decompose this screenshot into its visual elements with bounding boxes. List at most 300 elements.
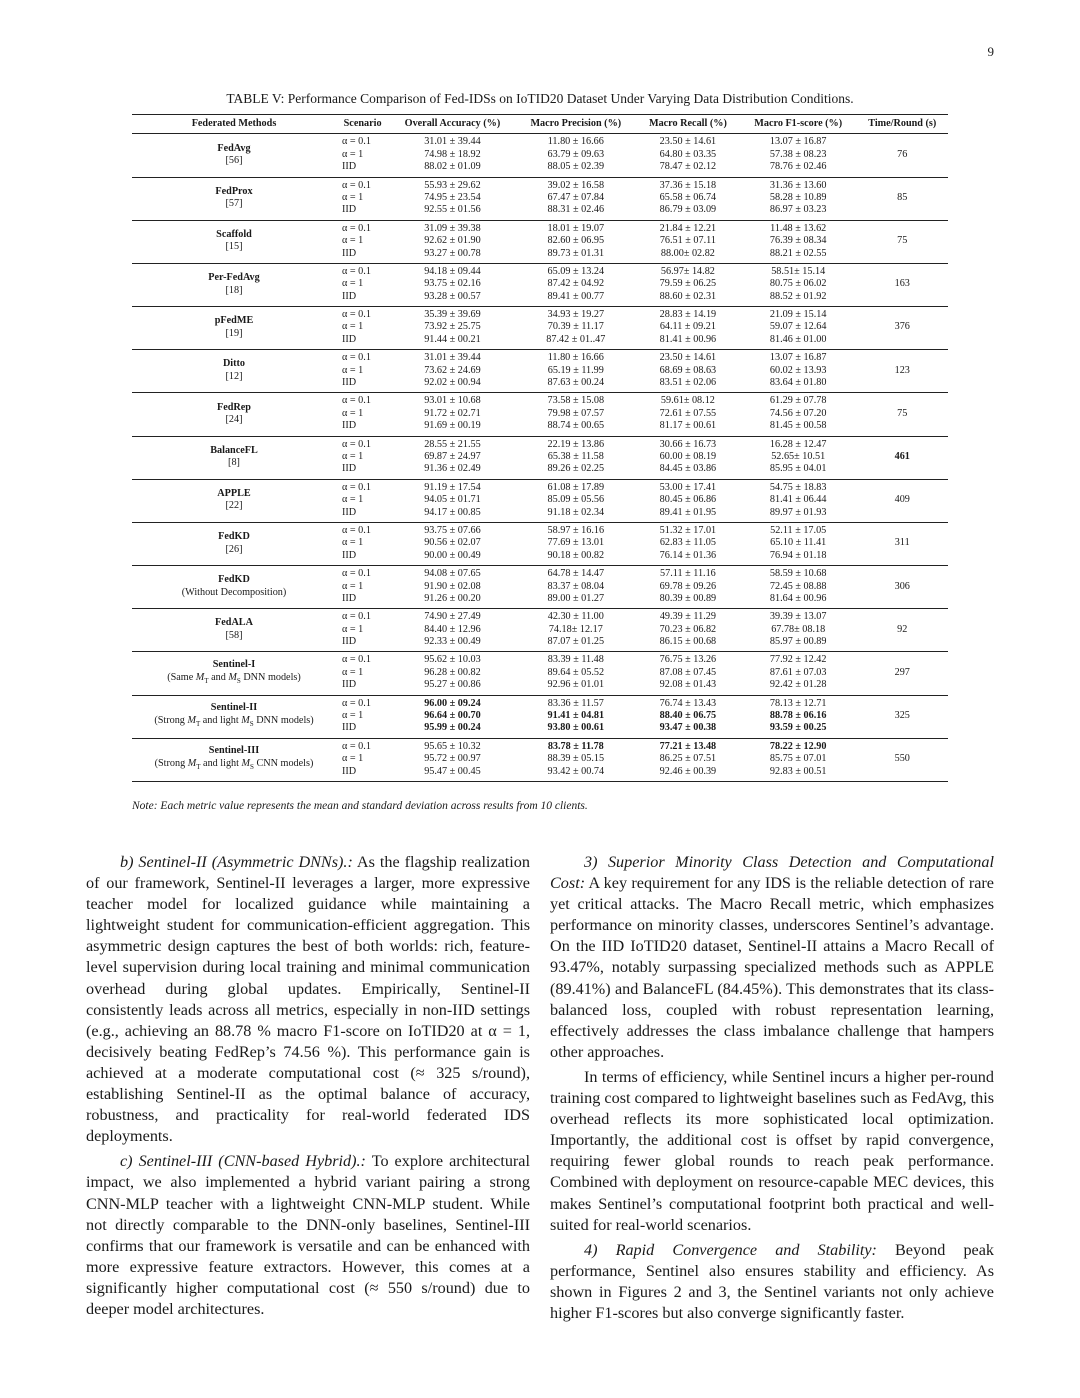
metric-value: 91.19 ± 17.54 [424, 481, 481, 493]
metric-cell-prec [516, 393, 636, 436]
metric-cell-prec [516, 134, 636, 177]
metric-value: 83.64 ± 01.80 [769, 377, 827, 389]
metric-value: 93.01 ± 10.68 [424, 395, 481, 407]
metric-value: 52.11 ± 17.05 [770, 524, 827, 536]
metric-cell-acc [389, 220, 515, 263]
method-cell [132, 220, 336, 263]
metric-cell-acc [389, 307, 515, 350]
metric-value: 92.33 ± 00.49 [424, 636, 481, 648]
scenario-label: α = 0.1 [342, 179, 371, 191]
metric-value: 31.09 ± 39.38 [424, 222, 481, 234]
metric-value: 87.61 ± 07.03 [769, 666, 827, 678]
metric-value: 78.13 ± 12.71 [769, 697, 827, 709]
metric-cell-prec [516, 350, 636, 393]
metric-value: 70.39 ± 11.17 [547, 321, 604, 333]
metric-value: 58.59 ± 10.68 [769, 568, 827, 580]
metric-value: 76.94 ± 01.18 [769, 549, 827, 561]
metric-value: 93.75 ± 02.16 [424, 278, 481, 290]
metric-value: 94.17 ± 00.85 [424, 506, 481, 518]
paragraph-text: As the flagship realization of our framework, Sentinel-II leverages a larger, more expressive teacher model for localized guidance while maintaining a lightweight student for communication-efficient aggregation. This asymmetric design captures the best of both worlds: rich, feature-level supervision during local training and minimal communication overhead during global updates. Empirically, Sentinel-II consistently leads across all metrics, especially in non-IID settings (e.g., achieving an 88.78 % macro F1-score on IoTID20 at α = 1, decisively beating FedRep’s 74.56 %). This performance gain is achieved at a moderate computational cost (≈ 325 s/round), establishing Sentinel-II as the optimal balance of accuracy, robustness, and practicality for real-world federated IDS deployments. [86, 853, 530, 1146]
metric-value: 39.02 ± 16.58 [547, 179, 605, 191]
time-cell: 75 [857, 393, 948, 436]
time-cell: 376 [857, 307, 948, 350]
metric-value: 77.92 ± 12.42 [769, 654, 827, 666]
metric-value: 92.62 ± 01.90 [424, 235, 481, 247]
metric-value: 78.22 ± 12.90 [769, 740, 827, 752]
metric-value: 93.59 ± 00.25 [769, 722, 827, 734]
metric-cell-f1 [740, 350, 857, 393]
metric-value: 23.50 ± 14.61 [659, 136, 717, 148]
scenario-label: IID [342, 290, 357, 302]
table-row [132, 134, 948, 177]
metric-value: 81.45 ± 00.58 [769, 420, 827, 432]
metric-value: 67.47 ± 07.84 [547, 191, 605, 203]
metric-value: 90.56 ± 02.07 [424, 537, 481, 549]
scenario-cell [336, 220, 389, 263]
scenario-label: α = 1 [342, 753, 364, 765]
metric-value: 61.08 ± 17.89 [547, 481, 605, 493]
metric-value: 89.41 ± 01.95 [659, 506, 717, 518]
paragraph-sentinel-ii [86, 852, 530, 1147]
method-cell [132, 738, 336, 781]
metric-value: 58.51± 15.14 [771, 265, 826, 277]
scenario-label: α = 1 [342, 235, 364, 247]
metric-value: 91.69 ± 00.19 [424, 420, 481, 432]
metric-value: 77.21 ± 13.48 [659, 740, 717, 752]
paragraph-efficiency [550, 1067, 994, 1236]
metric-cell-rec [636, 738, 740, 781]
metric-value: 88.60 ± 02.31 [659, 290, 717, 302]
metric-value: 11.48 ± 13.62 [770, 222, 827, 234]
metric-cell-rec [636, 436, 740, 479]
metric-cell-acc [389, 522, 515, 565]
paragraph-sentinel-iii [86, 1151, 530, 1320]
metric-value: 93.28 ± 00.57 [424, 290, 481, 302]
scenario-label: α = 1 [342, 580, 364, 592]
scenario-label: α = 0.1 [342, 395, 371, 407]
paragraph-heading: c) Sentinel-III (CNN-based Hybrid).: [120, 1152, 366, 1171]
metric-cell-rec [636, 609, 740, 652]
metric-cell-prec [516, 609, 636, 652]
method-reference: [22] [225, 500, 243, 512]
method-cell [132, 350, 336, 393]
metric-value: 72.45 ± 08.88 [769, 580, 827, 592]
method-name: BalanceFL [210, 444, 258, 456]
metric-cell-prec [516, 652, 636, 695]
metric-cell-acc [389, 177, 515, 220]
time-cell: 550 [857, 738, 948, 781]
metric-value: 18.01 ± 19.07 [547, 222, 605, 234]
scenario-label: IID [342, 247, 357, 259]
metric-cell-prec [516, 522, 636, 565]
table-row [132, 652, 948, 695]
table-row [132, 566, 948, 609]
metric-value: 93.80 ± 00.61 [547, 722, 605, 734]
metric-value: 55.93 ± 29.62 [424, 179, 481, 191]
method-reference: (Without Decomposition) [181, 586, 287, 598]
method-reference: [18] [225, 284, 243, 296]
metric-value: 76.51 ± 07.11 [659, 235, 716, 247]
method-name: Scaffold [216, 228, 252, 240]
metric-value: 64.78 ± 14.47 [547, 568, 605, 580]
metric-cell-f1 [740, 738, 857, 781]
scenario-label: α = 1 [342, 321, 364, 333]
metric-value: 13.07 ± 16.87 [769, 136, 827, 148]
method-cell [132, 522, 336, 565]
scenario-label: α = 0.1 [342, 222, 371, 234]
metric-value: 91.44 ± 00.21 [424, 333, 481, 345]
scenario-label: IID [342, 463, 357, 475]
scenario-cell [336, 479, 389, 522]
metric-value: 79.59 ± 06.25 [659, 278, 717, 290]
metric-value: 60.00 ± 08.19 [659, 451, 717, 462]
time-cell: 123 [857, 350, 948, 393]
header-scenario: Scenario [336, 115, 389, 134]
scenario-label: IID [342, 161, 357, 173]
scenario-label: α = 1 [342, 710, 364, 722]
scenario-label: IID [342, 679, 357, 691]
scenario-label: α = 1 [342, 148, 364, 160]
metric-value: 91.36 ± 02.49 [424, 463, 481, 475]
metric-cell-acc [389, 134, 515, 177]
header-precision: Macro Precision (%) [516, 115, 636, 134]
table-row [132, 436, 948, 479]
header-f1: Macro F1-score (%) [740, 115, 857, 134]
method-cell [132, 436, 336, 479]
scenario-label: IID [342, 506, 357, 518]
metric-value: 34.93 ± 19.27 [547, 309, 605, 321]
metric-value: 87.63 ± 00.24 [547, 377, 605, 389]
time-cell: 461 [857, 436, 948, 479]
header-methods: Federated Methods [132, 115, 336, 134]
metric-value: 58.28 ± 10.89 [769, 191, 827, 203]
metric-value: 88.05 ± 02.39 [547, 161, 605, 173]
metric-value: 90.00 ± 00.49 [424, 549, 481, 561]
scenario-label: IID [342, 420, 357, 432]
metric-value: 65.19 ± 11.99 [547, 364, 604, 376]
metric-value: 81.41 ± 06.44 [769, 494, 827, 506]
metric-value: 78.47 ± 02.12 [659, 161, 717, 173]
metric-value: 21.84 ± 12.21 [659, 222, 717, 234]
method-reference: [26] [225, 543, 243, 555]
metric-value: 94.05 ± 01.71 [424, 494, 481, 506]
table-row [132, 738, 948, 781]
metric-value: 64.80 ± 03.35 [659, 148, 717, 160]
metric-value: 89.00 ± 01.27 [547, 592, 605, 604]
metric-value: 84.45 ± 03.86 [659, 463, 717, 475]
metric-cell-f1 [740, 695, 857, 738]
metric-value: 86.79 ± 03.09 [659, 204, 717, 216]
metric-cell-f1 [740, 652, 857, 695]
metric-cell-rec [636, 263, 740, 306]
scenario-cell [336, 738, 389, 781]
table-row [132, 350, 948, 393]
table-note: Note: Each metric value represents the mean and standard deviation across results from 10 clients. [132, 800, 588, 812]
scenario-cell [336, 436, 389, 479]
metric-cell-f1 [740, 393, 857, 436]
metric-value: 86.97 ± 03.23 [769, 204, 827, 216]
metric-value: 39.39 ± 13.07 [769, 611, 827, 623]
metric-value: 57.38 ± 08.23 [769, 148, 827, 160]
metric-value: 83.51 ± 02.06 [659, 377, 717, 389]
metric-cell-f1 [740, 134, 857, 177]
metric-value: 79.98 ± 07.57 [547, 407, 605, 419]
metric-value: 83.36 ± 11.57 [547, 697, 604, 709]
scenario-label: IID [342, 549, 357, 561]
scenario-cell [336, 522, 389, 565]
metric-value: 77.69 ± 13.01 [547, 537, 605, 549]
paragraph-text: Beyond peak performance, Sentinel also ensures stability and efficiency. As shown in Figures 2 and 3, the Sentinel variants not only achieve higher F1-scores but also converge significantly faster. [550, 1240, 994, 1322]
table-caption: TABLE V: Performance Comparison of Fed-IDSs on IoTID20 Dataset Under Varying Data Distribution Conditions. [226, 91, 854, 106]
metric-value: 95.72 ± 00.97 [424, 753, 481, 765]
metric-value: 94.08 ± 07.65 [424, 568, 481, 580]
metric-value: 82.60 ± 06.95 [547, 235, 605, 247]
metric-cell-prec [516, 479, 636, 522]
metric-value: 89.73 ± 01.31 [547, 247, 605, 259]
metric-value: 80.45 ± 06.86 [659, 494, 717, 506]
metric-value: 76.14 ± 01.36 [659, 549, 717, 561]
metric-value: 51.32 ± 17.01 [659, 524, 717, 536]
metric-value: 88.31 ± 02.46 [547, 204, 605, 216]
metric-value: 89.64 ± 05.52 [547, 666, 605, 678]
metric-value: 65.10 ± 11.41 [770, 537, 827, 549]
time-cell: 311 [857, 522, 948, 565]
method-name: Sentinel-II [210, 702, 258, 714]
metric-cell-prec [516, 436, 636, 479]
metric-value: 90.18 ± 00.82 [547, 549, 605, 561]
method-cell [132, 652, 336, 695]
metric-value: 81.46 ± 01.00 [769, 333, 827, 345]
metric-value: 92.46 ± 00.39 [659, 765, 717, 777]
method-name: Sentinel-III [208, 745, 260, 757]
metric-value: 95.62 ± 10.03 [424, 654, 481, 666]
metric-value: 31.36 ± 13.60 [769, 179, 827, 191]
metric-value: 87.42 ± 04.92 [547, 278, 605, 290]
metric-cell-f1 [740, 177, 857, 220]
scenario-label: α = 1 [342, 623, 364, 635]
metric-value: 80.39 ± 00.89 [659, 592, 717, 604]
metric-value: 88.02 ± 01.09 [424, 161, 481, 173]
scenario-label: α = 0.1 [342, 568, 371, 580]
method-reference: [57] [225, 198, 243, 210]
scenario-label: α = 1 [342, 364, 364, 376]
scenario-label: α = 0.1 [342, 524, 371, 536]
time-cell: 75 [857, 220, 948, 263]
metric-value: 70.23 ± 06.82 [659, 623, 717, 635]
scenario-label: IID [342, 722, 357, 734]
method-reference: [15] [225, 241, 243, 253]
metric-value: 30.66 ± 16.73 [659, 438, 717, 450]
metric-value: 95.27 ± 00.86 [424, 679, 481, 691]
metric-cell-rec [636, 393, 740, 436]
scenario-label: α = 0.1 [342, 697, 371, 709]
metric-value: 56.97± 14.82 [660, 265, 715, 277]
table-header-row [132, 115, 948, 134]
method-reference: [19] [225, 327, 243, 339]
metric-value: 80.75 ± 06.02 [769, 278, 827, 290]
metric-value: 95.65 ± 10.32 [424, 740, 481, 752]
metric-value: 91.18 ± 02.34 [547, 506, 605, 518]
metric-cell-prec [516, 307, 636, 350]
method-reference: [58] [225, 629, 243, 641]
metric-cell-rec [636, 350, 740, 393]
metric-value: 72.61 ± 07.55 [659, 407, 717, 419]
metric-value: 59.07 ± 12.64 [769, 321, 827, 333]
scenario-label: α = 1 [342, 666, 364, 678]
metric-cell-acc [389, 652, 515, 695]
left-column [86, 852, 530, 1324]
metric-value: 93.42 ± 00.74 [547, 765, 605, 777]
scenario-cell [336, 307, 389, 350]
metric-value: 89.97 ± 01.93 [769, 506, 827, 518]
scenario-label: α = 0.1 [342, 352, 371, 364]
scenario-label: IID [342, 333, 357, 345]
metric-cell-f1 [740, 307, 857, 350]
metric-cell-f1 [740, 263, 857, 306]
metric-value: 16.28 ± 12.47 [769, 438, 827, 450]
paragraph-convergence [550, 1240, 994, 1324]
scenario-label: α = 0.1 [342, 309, 371, 321]
metric-cell-prec [516, 738, 636, 781]
method-name: Per-FedAvg [208, 272, 260, 284]
table-body [132, 134, 948, 782]
metric-value: 88.78 ± 06.16 [769, 710, 827, 722]
scenario-label: IID [342, 377, 357, 389]
scenario-cell [336, 350, 389, 393]
header-recall: Macro Recall (%) [636, 115, 740, 134]
metric-value: 78.76 ± 02.46 [769, 161, 827, 173]
metric-value: 83.37 ± 08.04 [547, 580, 605, 592]
scenario-label: α = 1 [342, 191, 364, 203]
metric-value: 95.47 ± 00.45 [424, 765, 481, 777]
metric-value: 63.79 ± 09.63 [547, 148, 605, 160]
method-reference: [8] [228, 457, 240, 469]
metric-cell-f1 [740, 609, 857, 652]
method-reference: [24] [225, 414, 243, 426]
method-reference: (Strong $M_T$ and light $M_S$ CNN models) [154, 757, 314, 771]
metric-cell-rec [636, 522, 740, 565]
time-cell: 163 [857, 263, 948, 306]
table-row [132, 609, 948, 652]
metric-value: 52.65± 10.51 [771, 451, 826, 462]
metric-value: 88.40 ± 06.75 [659, 710, 717, 722]
metric-value: 67.78± 08.18 [771, 623, 826, 635]
metric-value: 73.58 ± 15.08 [547, 395, 605, 407]
paragraph-text: In terms of efficiency, while Sentinel incurs a higher per-round training cost compared to lightweight baselines such as FedAvg, this overhead reflects its more sophisticated local optimization. Importantly, the additional cost is offset by rapid convergence, requiring fewer global rounds to reach peak performance. Combined with deployment on resource-capable MEC devices, this makes Sentinel’s computational footprint both practical and well-suited for real-world scenarios. [550, 1067, 994, 1234]
metric-value: 87.08 ± 07.45 [659, 666, 717, 678]
metric-value: 87.07 ± 01.25 [547, 636, 605, 648]
scenario-label: α = 1 [342, 278, 364, 290]
method-name: FedKD [218, 574, 250, 586]
metric-cell-acc [389, 695, 515, 738]
metric-value: 84.40 ± 12.96 [424, 623, 481, 635]
metric-value: 83.39 ± 11.48 [547, 654, 604, 666]
metric-cell-rec [636, 307, 740, 350]
metric-value: 91.90 ± 02.08 [424, 580, 481, 592]
metric-value: 59.61± 08.12 [660, 395, 715, 407]
scenario-cell [336, 566, 389, 609]
metric-value: 65.09 ± 13.24 [547, 265, 605, 277]
method-cell [132, 566, 336, 609]
method-cell [132, 393, 336, 436]
metric-cell-acc [389, 436, 515, 479]
metric-value: 73.62 ± 24.69 [424, 364, 481, 376]
metric-cell-rec [636, 220, 740, 263]
scenario-label: α = 1 [342, 407, 364, 419]
method-name: FedALA [215, 617, 253, 629]
metric-value: 21.09 ± 15.14 [769, 309, 827, 321]
method-name: pFedME [214, 315, 254, 327]
scenario-label: IID [342, 592, 357, 604]
metric-cell-f1 [740, 479, 857, 522]
scenario-label: α = 0.1 [342, 136, 371, 148]
metric-value: 92.83 ± 00.51 [769, 765, 827, 777]
metric-cell-f1 [740, 220, 857, 263]
metric-value: 74.18± 12.17 [548, 623, 603, 635]
metric-value: 87.42 ± 01..47 [546, 333, 606, 345]
metric-value: 85.09 ± 05.56 [547, 494, 605, 506]
metric-value: 91.41 ± 04.81 [547, 710, 605, 722]
time-cell: 92 [857, 609, 948, 652]
scenario-label: α = 1 [342, 537, 364, 549]
scenario-label: α = 0.1 [342, 265, 371, 277]
metric-value: 42.30 ± 11.00 [547, 611, 604, 623]
method-name: FedAvg [217, 142, 251, 154]
method-name: FedProx [215, 185, 253, 197]
metric-value: 96.28 ± 00.82 [424, 666, 481, 678]
metric-value: 89.26 ± 02.25 [547, 463, 605, 475]
metric-cell-rec [636, 479, 740, 522]
scenario-cell [336, 263, 389, 306]
metric-value: 74.90 ± 27.49 [424, 611, 481, 623]
method-name: APPLE [217, 487, 251, 499]
metric-cell-f1 [740, 436, 857, 479]
method-name: FedKD [218, 531, 250, 543]
metric-value: 92.55 ± 01.56 [424, 204, 481, 216]
method-name: FedRep [217, 401, 251, 413]
metric-value: 92.42 ± 01.28 [769, 679, 827, 691]
header-time: Time/Round (s) [857, 115, 948, 134]
metric-value: 96.00 ± 09.24 [424, 697, 481, 709]
metric-value: 65.58 ± 06.74 [659, 191, 717, 203]
time-cell: 76 [857, 134, 948, 177]
metric-value: 88.21 ± 02.55 [769, 247, 827, 259]
metric-value: 91.26 ± 00.20 [424, 592, 481, 604]
method-cell [132, 177, 336, 220]
metric-value: 76.75 ± 13.26 [659, 654, 717, 666]
metric-value: 37.36 ± 15.18 [659, 179, 717, 191]
metric-value: 96.64 ± 00.70 [424, 710, 481, 722]
metric-cell-rec [636, 566, 740, 609]
metric-cell-acc [389, 350, 515, 393]
scenario-cell [336, 177, 389, 220]
metric-value: 69.87 ± 24.97 [424, 451, 481, 462]
paragraph-minority-class [550, 852, 994, 1063]
time-cell: 297 [857, 652, 948, 695]
metric-value: 22.19 ± 13.86 [547, 438, 605, 450]
scenario-label: α = 0.1 [342, 438, 371, 450]
method-cell [132, 479, 336, 522]
scenario-label: α = 0.1 [342, 740, 371, 752]
metric-cell-prec [516, 177, 636, 220]
metric-value: 92.08 ± 01.43 [659, 679, 717, 691]
metric-value: 74.98 ± 18.92 [424, 148, 481, 160]
paragraph-heading: 3) Superior Minority Class Detection and Computational Cost: [550, 853, 994, 893]
paragraph-heading: b) Sentinel-II (Asymmetric DNNs).: [120, 853, 353, 871]
table-row [132, 479, 948, 522]
metric-value: 60.02 ± 13.93 [769, 364, 827, 376]
metric-value: 81.41 ± 00.96 [659, 333, 717, 345]
